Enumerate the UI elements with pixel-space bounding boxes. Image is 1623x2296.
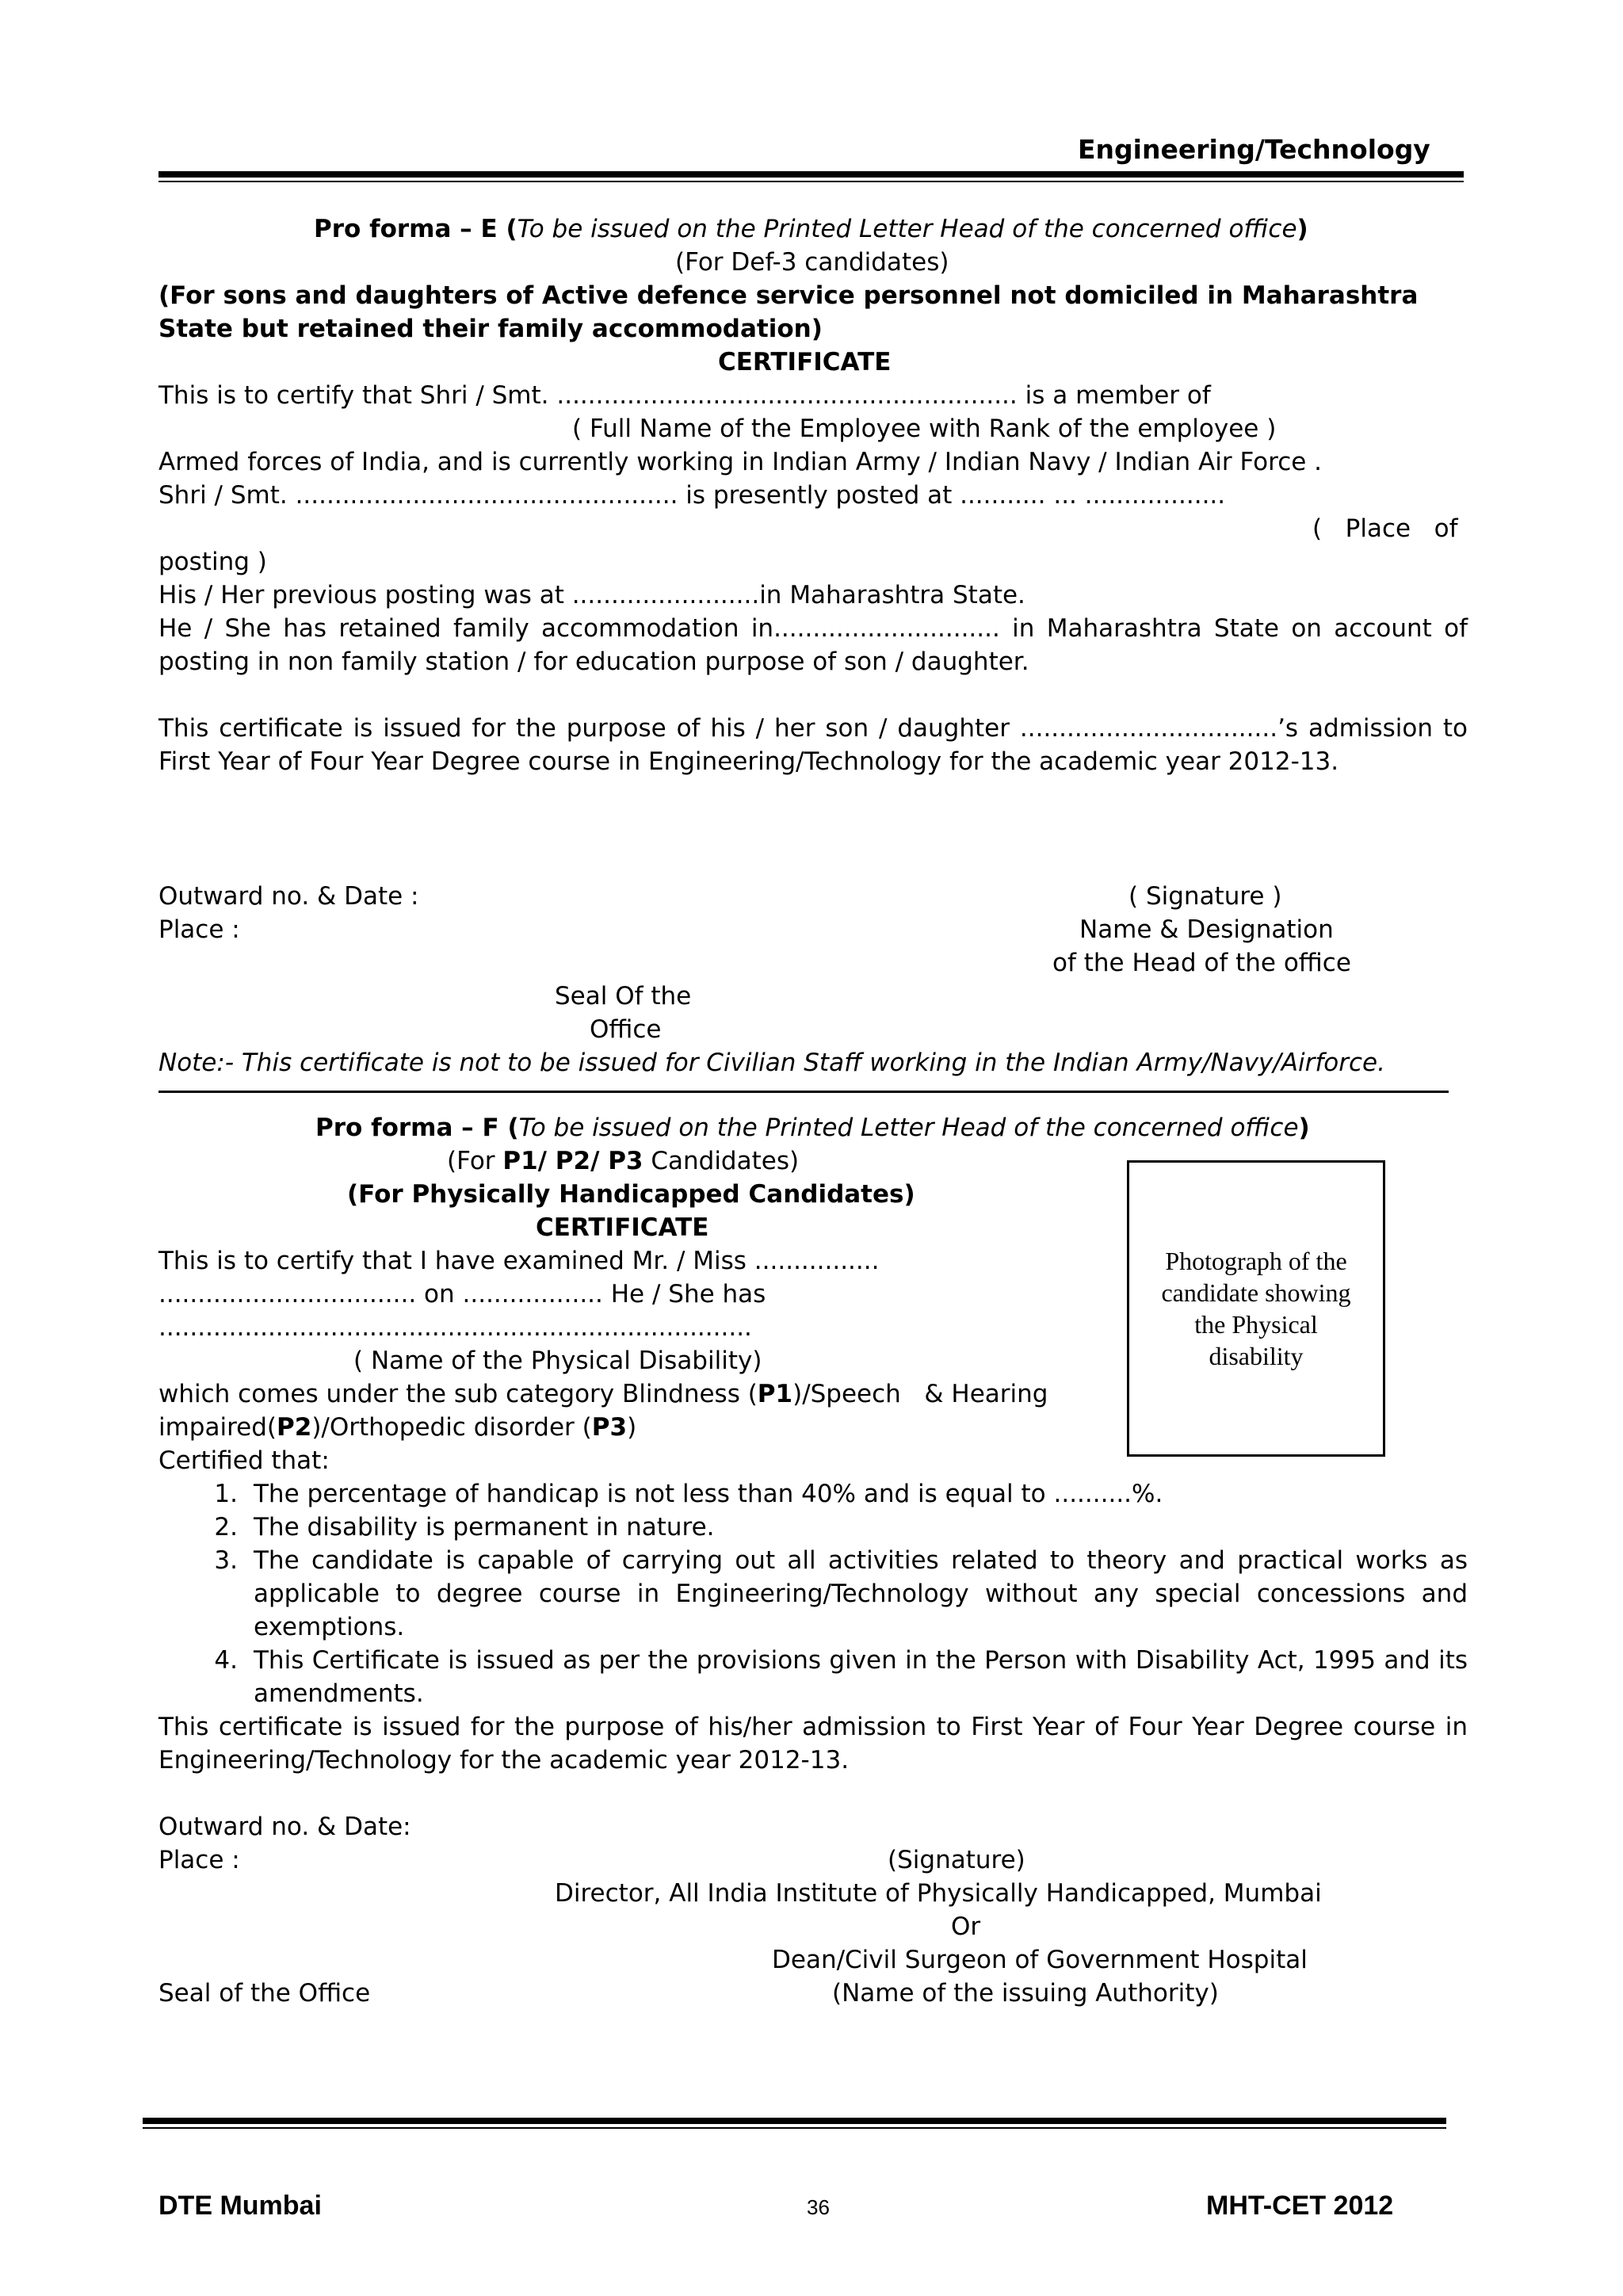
- proforma-f-or: Or: [951, 1912, 981, 1941]
- list-number: 3.: [214, 1546, 238, 1575]
- footer-rule-thin: [143, 2127, 1446, 2129]
- proforma-f-heading-italic: To be issued on the Printed Letter Head of the concerned office: [518, 1114, 1299, 1142]
- footer-right: MHT-CET 2012: [1206, 2191, 1394, 2221]
- proforma-e-heading: [314, 212, 1308, 246]
- proforma-e-line-6: posting ): [158, 548, 267, 576]
- proforma-f-dean: Dean/Civil Surgeon of Government Hospital: [772, 1946, 1308, 1974]
- proforma-e-line-4: Shri / Smt. ................................................. is presently posted at ........... ... ..................: [158, 481, 1226, 510]
- header-rule: [158, 171, 1464, 178]
- proforma-e-heading-close: ): [1296, 215, 1308, 243]
- list-text: This Certificate is issued as per the provisions given in the Person with Disability Act, 1995 and its: [254, 1646, 1468, 1675]
- list-text: amendments.: [254, 1679, 424, 1708]
- list-number: 2.: [214, 1513, 238, 1541]
- list-text: exemptions.: [254, 1613, 405, 1641]
- proforma-f-heading-bold: Pro forma – F (: [315, 1114, 519, 1142]
- section-divider: [158, 1091, 1449, 1093]
- list-text: applicable to degree course in Engineering/Technology without any special concessions and: [254, 1580, 1468, 1608]
- list-text: The disability is permanent in nature.: [254, 1513, 715, 1541]
- proforma-f-certificate-title: CERTIFICATE: [536, 1213, 709, 1242]
- proforma-f-subheading: [447, 1144, 799, 1178]
- photo-placeholder-text: Photograph of the candidate showing the Physical disability: [1161, 1247, 1351, 1370]
- proforma-e-line-9: posting in non family station / for education purpose of son / daughter.: [158, 648, 1029, 676]
- proforma-e-line-11: First Year of Four Year Degree course in Engineering/Technology for the academic year 2012-13.: [158, 747, 1339, 776]
- proforma-e-seal-1: Seal Of the: [555, 982, 692, 1010]
- list-text: The percentage of handicap is not less than 40% and is equal to ..........%.: [254, 1480, 1163, 1508]
- list-item: [198, 1644, 254, 1677]
- proforma-e-line-5: ( Place of: [1312, 514, 1458, 543]
- proforma-f-certified: Certified that:: [158, 1446, 330, 1475]
- proforma-f-line-3: ............................................................................: [158, 1313, 752, 1342]
- proforma-e-head-office: of the Head of the office: [1052, 949, 1351, 977]
- proforma-e-heading-bold: Pro forma – E (: [314, 215, 517, 243]
- footer-left: DTE Mumbai: [158, 2191, 322, 2221]
- proforma-e-purpose-1: (For sons and daughters of Active defence service personnel not domiciled in Maharashtra: [158, 281, 1419, 310]
- proforma-e-heading-italic: To be issued on the Printed Letter Head of the concerned office: [517, 215, 1297, 243]
- photo-placeholder: [1127, 1160, 1385, 1457]
- header-title: Engineering/Technology: [1078, 134, 1430, 165]
- proforma-f-purpose: (For Physically Handicapped Candidates): [347, 1180, 915, 1209]
- list-text: The candidate is capable of carrying out all activities related to theory and practical works as: [254, 1546, 1468, 1575]
- list-item: [198, 1511, 715, 1544]
- proforma-e-subheading: (For Def-3 candidates): [675, 248, 949, 277]
- proforma-e-signature: ( Signature ): [1128, 882, 1282, 911]
- header-rule-thin: [158, 181, 1464, 182]
- proforma-f-closing-1: This certificate is issued for the purpose of his/her admission to First Year of Four Year Degree course in: [158, 1713, 1468, 1741]
- proforma-f-sub-close: Candidates): [643, 1147, 800, 1175]
- list-number: 4.: [214, 1646, 238, 1675]
- proforma-e-line-8: He / She has retained family accommodation in............................. in Maharashtra State on account of: [158, 614, 1468, 643]
- proforma-f-seal: Seal of the Office: [158, 1979, 371, 2008]
- proforma-e-note: Note:- This certificate is not to be issued for Civilian Staff working in the Indian Army/Navy/Airforce.: [158, 1049, 1385, 1077]
- proforma-f-line-6: impaired(P2)/Orthopedic disorder (P3): [158, 1413, 637, 1442]
- proforma-e-seal-2: Office: [590, 1015, 662, 1044]
- proforma-f-director: Director, All India Institute of Physically Handicapped, Mumbai: [555, 1879, 1322, 1908]
- proforma-e-line-10: This certificate is issued for the purpose of his / her son / daughter .................................’s admission to: [158, 714, 1468, 743]
- proforma-f-signature: (Signature): [888, 1846, 1025, 1874]
- list-item: [198, 1544, 254, 1577]
- proforma-f-outward: Outward no. & Date:: [158, 1813, 411, 1841]
- proforma-e-certificate-title: CERTIFICATE: [718, 348, 892, 376]
- proforma-f-place: Place :: [158, 1846, 240, 1874]
- proforma-f-line-5: which comes under the sub category Blindness (P1)/Speech & Hearing: [158, 1380, 1048, 1408]
- proforma-f-sub-categories: P1/ P2/ P3: [502, 1147, 643, 1175]
- proforma-f-heading-close: ): [1298, 1114, 1310, 1142]
- proforma-e-place: Place :: [158, 915, 240, 944]
- proforma-e-line-7: His / Her previous posting was at ........................in Maharashtra State.: [158, 581, 1025, 609]
- proforma-f-heading: [315, 1111, 1310, 1144]
- proforma-f-closing-2: Engineering/Technology for the academic year 2012-13.: [158, 1746, 850, 1775]
- list-item: [198, 1477, 1163, 1511]
- footer-rule: [143, 2118, 1446, 2124]
- list-number: 1.: [214, 1480, 238, 1508]
- proforma-e-purpose-2: State but retained their family accommodation): [158, 315, 823, 343]
- proforma-f-issuing: (Name of the issuing Authority): [832, 1979, 1219, 2008]
- proforma-e-outward: Outward no. & Date :: [158, 882, 419, 911]
- proforma-f-line-4: ( Name of the Physical Disability): [353, 1347, 762, 1375]
- page-number: 36: [807, 2195, 830, 2219]
- proforma-f-sub-open: (For: [447, 1147, 503, 1175]
- proforma-f-line-2: ................................. on .................. He / She has: [158, 1280, 766, 1308]
- proforma-e-name-designation: Name & Designation: [1079, 915, 1334, 944]
- proforma-f-line-1: This is to certify that I have examined Mr. / Miss ................: [158, 1247, 880, 1275]
- proforma-e-line-1: This is to certify that Shri / Smt. ........................................................... is a member of: [158, 381, 1211, 410]
- proforma-e-line-3: Armed forces of India, and is currently working in Indian Army / Indian Navy / Indian Air Force .: [158, 448, 1323, 476]
- proforma-e-line-2: ( Full Name of the Employee with Rank of the employee ): [572, 415, 1277, 443]
